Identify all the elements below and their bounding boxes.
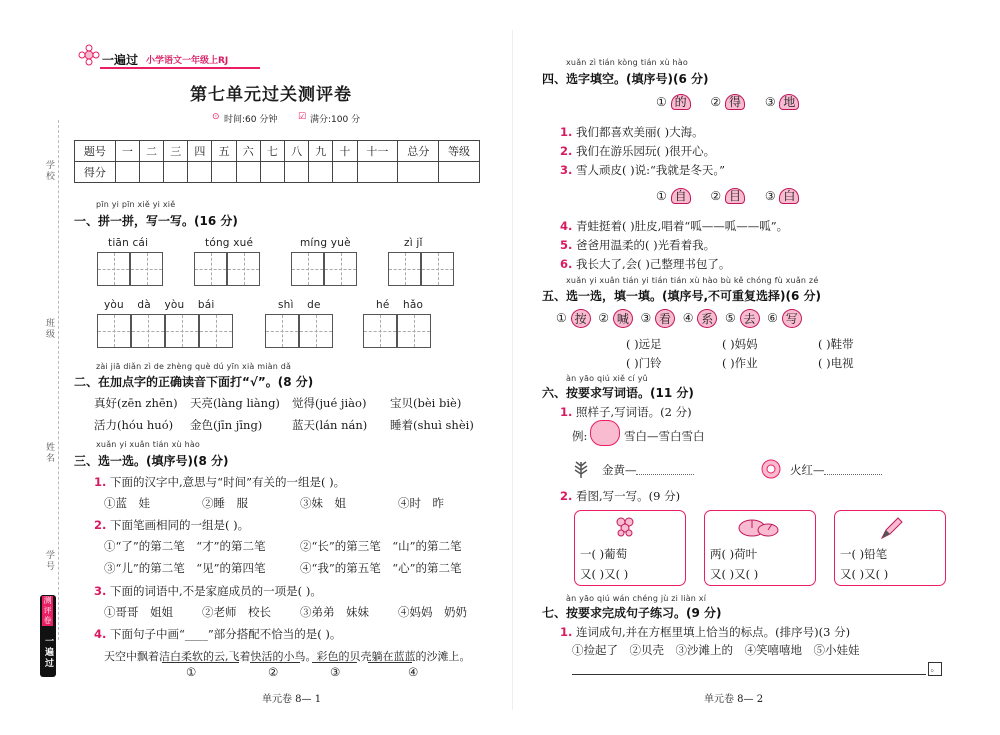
table-cell: 五 bbox=[212, 141, 236, 162]
page-divider bbox=[512, 30, 513, 710]
sidebar-tag: 测评卷 bbox=[43, 596, 52, 626]
choice-2: ② 得 bbox=[710, 95, 745, 109]
char-num: ⑥ bbox=[767, 311, 778, 325]
s3-q2-opt-1[interactable]: ①“了”的第二笔 “才”的第二笔 bbox=[104, 539, 266, 553]
s1-word-4: zì jǐ bbox=[404, 237, 423, 249]
underline-mark bbox=[250, 662, 300, 663]
score-table bbox=[74, 140, 480, 183]
p1-line-2[interactable]: 又( )又( ) bbox=[580, 567, 629, 581]
s4-title: 四、选字填空。(填序号)(6 分) bbox=[542, 72, 709, 86]
apple-icon: 系 bbox=[697, 309, 717, 328]
apple-icon: 去 bbox=[740, 309, 760, 328]
sidebar-brand: 一遍过 bbox=[43, 636, 53, 669]
header-underline bbox=[100, 67, 260, 69]
s2-item-5[interactable]: 活力(hóu huó) bbox=[94, 418, 174, 432]
s3-q1-opt-1[interactable]: ①蓝 娃 bbox=[104, 496, 150, 510]
char-num: ② bbox=[598, 311, 609, 325]
s3-q2 bbox=[94, 517, 249, 533]
s5-chars bbox=[556, 309, 802, 328]
s2-item-6[interactable]: 金色(jīn jīng) bbox=[190, 418, 263, 432]
score-cell[interactable] bbox=[357, 162, 398, 183]
s4-line-5 bbox=[560, 237, 715, 253]
p2-line-2[interactable]: 又( )又( ) bbox=[710, 567, 759, 581]
s3-q3-opt-4[interactable]: ④妈妈 奶奶 bbox=[398, 605, 467, 619]
q-number: 1. bbox=[560, 125, 573, 139]
answer-grid[interactable] bbox=[291, 252, 357, 287]
s5-fill-1[interactable]: ( )远足 bbox=[626, 337, 662, 351]
s5-fill-3[interactable]: ( )鞋带 bbox=[818, 337, 854, 351]
choice-1: ① 的 bbox=[656, 95, 691, 109]
choice-1: ① 自 bbox=[656, 189, 691, 203]
q-number: 5. bbox=[560, 238, 573, 252]
question-text: 我们都喜欢美丽( )大海。 bbox=[576, 125, 704, 139]
blank-line[interactable] bbox=[636, 474, 694, 475]
s3-q4-mark-3: ③ bbox=[330, 665, 341, 679]
s2-item-2[interactable]: 天亮(làng liàng) bbox=[190, 396, 280, 410]
question-text: 下面句子中画“____”部分搭配不恰当的是( )。 bbox=[110, 627, 342, 641]
s2-item-1[interactable]: 真好(zēn zhēn) bbox=[94, 396, 178, 410]
table-cell: 十一 bbox=[357, 141, 398, 162]
p1-line-1[interactable]: 一( )葡萄 bbox=[580, 547, 628, 561]
sidebar-name: 姓名 bbox=[44, 442, 54, 464]
exam-score: 满分:100 分 bbox=[310, 115, 361, 125]
p2-line-1[interactable]: 两( )荷叶 bbox=[710, 547, 758, 561]
q-number: 3. bbox=[94, 584, 107, 598]
sidebar-id: 学号 bbox=[44, 550, 54, 572]
table-cell: 八 bbox=[285, 141, 309, 162]
table-cell: 一 bbox=[115, 141, 139, 162]
s3-q4-mark-1: ① bbox=[186, 665, 197, 679]
choice-3: ③ 白 bbox=[765, 189, 800, 203]
table-cell: 七 bbox=[260, 141, 284, 162]
s6-q2 bbox=[560, 488, 680, 504]
s6-ex-b: 火红— bbox=[790, 463, 825, 477]
question-text: 青蛙挺着( )肚皮,唱着“呱——呱——呱”。 bbox=[576, 219, 789, 233]
choice-2: ② 目 bbox=[710, 189, 745, 203]
question-text: 我们在游乐园玩( )很开心。 bbox=[576, 144, 716, 158]
s3-q1-opt-2[interactable]: ②睡 服 bbox=[202, 496, 248, 510]
s7-title: 七、按要求完成句子练习。(9 分) bbox=[542, 606, 722, 620]
apple-icon: 写 bbox=[782, 309, 802, 328]
score-cell[interactable] bbox=[398, 162, 439, 183]
s7-words: ①捡起了 ②贝壳 ③沙滩上的 ④笑嘻嘻地 ⑤小娃娃 bbox=[572, 643, 860, 657]
s2-pinyin: zài jiā diǎn zì de zhèng què dú yīn xià miàn dǎ bbox=[96, 362, 292, 371]
s5-fill-4[interactable]: ( )门铃 bbox=[626, 356, 662, 370]
q-number: 2. bbox=[94, 518, 107, 532]
underline-mark bbox=[368, 662, 412, 663]
s1-word-3: míng yuè bbox=[300, 237, 351, 249]
apple-icon: 看 bbox=[655, 309, 675, 328]
score-cell[interactable] bbox=[285, 162, 309, 183]
choice-3: ③ 地 bbox=[765, 95, 800, 109]
header-subject: 小学语文一年级上RJ bbox=[146, 56, 229, 66]
s3-q3-opt-2[interactable]: ②老师 校长 bbox=[202, 605, 271, 619]
question-text: 爸爸用温柔的( )光看着我。 bbox=[576, 238, 716, 252]
footer-right: 单元卷 8— 2 bbox=[704, 694, 764, 705]
s3-q2-opt-4[interactable]: ④“我”的第五笔 “心”的第二笔 bbox=[300, 561, 462, 575]
s2-item-3[interactable]: 觉得(jué jiào) bbox=[292, 396, 367, 410]
s2-item-4[interactable]: 宝贝(bèi biè) bbox=[390, 396, 462, 410]
wheat-icon bbox=[570, 458, 592, 480]
question-text: 下面的汉字中,意思与“时间”有关的一组是( )。 bbox=[110, 475, 346, 489]
s3-pinyin: xuǎn yi xuǎn tián xù hào bbox=[96, 440, 201, 449]
score-cell[interactable] bbox=[164, 162, 188, 183]
cloud-icon bbox=[590, 420, 620, 446]
answer-line[interactable] bbox=[572, 674, 926, 675]
score-cell[interactable] bbox=[309, 162, 333, 183]
checkbox-icon: ☑ bbox=[298, 112, 307, 122]
s5-title: 五、选一选，填一填。(填序号,不可重复选择)(6 分) bbox=[542, 289, 822, 303]
s4-line-2 bbox=[560, 143, 715, 159]
answer-grid[interactable] bbox=[97, 314, 233, 349]
underline-mark bbox=[162, 662, 239, 663]
s3-q4-mark-4: ④ bbox=[408, 665, 419, 679]
grapes-icon bbox=[612, 514, 640, 540]
char-num: ⑤ bbox=[724, 311, 736, 325]
s3-q3-opt-1[interactable]: ①哥哥 姐姐 bbox=[104, 605, 173, 619]
s3-q3 bbox=[94, 583, 322, 599]
table-cell: 十 bbox=[333, 141, 357, 162]
q-number: 2. bbox=[560, 489, 573, 503]
s3-q2-opt-2[interactable]: ②“长”的第三笔 “山”的第二笔 bbox=[300, 539, 462, 553]
question-text: 下面笔画相同的一组是( )。 bbox=[110, 518, 250, 532]
pencil-icon bbox=[878, 514, 906, 542]
s7-pinyin: àn yāo qiú wán chéng jù zi liàn xí bbox=[566, 594, 707, 603]
s6-ex-a: 金黄— bbox=[602, 463, 637, 477]
table-cell: 题号 bbox=[75, 141, 116, 162]
answer-grid[interactable] bbox=[363, 314, 431, 349]
apple-icon: 按 bbox=[571, 309, 591, 328]
answer-grid[interactable] bbox=[265, 314, 333, 349]
question-text: 照样子,写词语。(2 分) bbox=[576, 405, 692, 419]
score-table-score-row bbox=[75, 162, 480, 183]
table-cell: 三 bbox=[164, 141, 188, 162]
question-text: 连词成句,并在方框里填上恰当的标点。(排序号)(3 分) bbox=[576, 625, 851, 639]
s3-q4-mark-2: ② bbox=[268, 665, 279, 679]
s6-q1 bbox=[560, 404, 692, 420]
score-cell[interactable] bbox=[115, 162, 139, 183]
question-text: 雪人顽皮( )说:“我就是冬天。” bbox=[576, 163, 726, 177]
flower-icon bbox=[760, 458, 782, 480]
q-number: 4. bbox=[94, 627, 107, 641]
s3-q1 bbox=[94, 474, 345, 490]
end-mark: 。 bbox=[930, 664, 940, 674]
p3-line-2[interactable]: 又( )又( ) bbox=[840, 567, 889, 581]
s5-fill-2[interactable]: ( )妈妈 bbox=[722, 337, 758, 351]
s5-fill-5[interactable]: ( )作业 bbox=[722, 356, 758, 370]
sidebar-class: 班级 bbox=[44, 318, 54, 340]
score-cell[interactable] bbox=[139, 162, 163, 183]
question-text: 看图,写一写。(9 分) bbox=[576, 489, 681, 503]
char-num: ④ bbox=[682, 311, 694, 325]
mushroom-icon: 地 bbox=[779, 94, 799, 110]
s2-title: 二、在加点字的正确读音下面打“√”。(8 分) bbox=[74, 375, 314, 389]
question-text: 下面的词语中,不是家庭成员的一项是( )。 bbox=[110, 584, 322, 598]
answer-grid[interactable] bbox=[97, 252, 163, 287]
mushroom-icon: 白 bbox=[779, 188, 799, 204]
s5-fill-6[interactable]: ( )电视 bbox=[818, 356, 854, 370]
table-cell: 等级 bbox=[439, 141, 480, 162]
question-text: 我长大了,会( )己整理书包了。 bbox=[576, 257, 731, 271]
page-title: 第七单元过关测评卷 bbox=[190, 85, 352, 105]
score-cell[interactable] bbox=[333, 162, 357, 183]
lotus-leaf-icon bbox=[736, 516, 780, 540]
s1-word-7: hé hǎo bbox=[376, 299, 424, 311]
s3-q3-opt-3[interactable]: ③弟弟 妹妹 bbox=[300, 605, 369, 619]
s5-pinyin: xuǎn yi xuǎn tián yi tián tián xù hào bù kě chóng fù xuǎn zé bbox=[566, 276, 819, 285]
score-cell[interactable] bbox=[439, 162, 480, 183]
score-table-header-row bbox=[75, 141, 480, 162]
s3-q1-opt-3[interactable]: ③妹 姐 bbox=[300, 496, 346, 510]
mushroom-icon: 得 bbox=[725, 94, 745, 110]
s4-line-1 bbox=[560, 124, 704, 140]
exam-time: 时间:60 分钟 bbox=[224, 115, 278, 125]
q-number: 4. bbox=[560, 219, 573, 233]
table-cell: 四 bbox=[188, 141, 212, 162]
char-num: ① bbox=[556, 311, 567, 325]
q-number: 1. bbox=[560, 625, 573, 639]
score-cell[interactable] bbox=[212, 162, 236, 183]
s3-title: 三、选一选。(填序号)(8 分) bbox=[74, 454, 229, 468]
table-cell: 总分 bbox=[398, 141, 439, 162]
s2-item-8[interactable]: 睡着(shuì shèi) bbox=[390, 418, 474, 432]
s6-pinyin: àn yāo qiú xiě cí yǔ bbox=[566, 374, 648, 383]
table-cell: 得分 bbox=[75, 162, 116, 183]
answer-grid[interactable] bbox=[194, 252, 260, 287]
s4-line-4 bbox=[560, 218, 788, 234]
score-cell[interactable] bbox=[260, 162, 284, 183]
s7-q1 bbox=[560, 624, 850, 640]
s4-line-6 bbox=[560, 256, 730, 272]
s2-item-7[interactable]: 蓝天(lán nán) bbox=[292, 418, 368, 432]
q-number: 1. bbox=[560, 405, 573, 419]
clock-icon: ⊙ bbox=[212, 112, 220, 122]
mushroom-icon: 目 bbox=[725, 188, 745, 204]
apple-icon: 喊 bbox=[613, 309, 633, 328]
s4-choices-2 bbox=[656, 188, 799, 204]
s3-q2-opt-3[interactable]: ③“儿”的第二笔 “见”的第四笔 bbox=[104, 561, 266, 575]
s6-title: 六、按要求写词语。(11 分) bbox=[542, 386, 694, 400]
punctuation-box[interactable] bbox=[928, 662, 942, 676]
sidebar-school: 学校 bbox=[44, 160, 54, 182]
s1-pinyin: pīn yi pīn xiě yi xiě bbox=[96, 200, 176, 209]
score-cell[interactable] bbox=[188, 162, 212, 183]
q-number: 1. bbox=[94, 475, 107, 489]
header-flower-icon bbox=[78, 44, 100, 66]
s1-word-5: yòu dà yòu bái bbox=[104, 299, 215, 311]
s6-example-label: 例: bbox=[572, 429, 588, 443]
q-number: 2. bbox=[560, 144, 573, 158]
s6-example: 雪白—雪白雪白 bbox=[624, 429, 705, 443]
s3-q4 bbox=[94, 626, 341, 642]
underline-mark bbox=[312, 662, 357, 663]
mushroom-icon: 自 bbox=[671, 188, 691, 204]
q-number: 3. bbox=[560, 163, 573, 177]
blank-line[interactable] bbox=[824, 474, 882, 475]
s4-line-3 bbox=[560, 162, 725, 178]
s4-choices-1 bbox=[656, 94, 799, 110]
footer-left: 单元卷 8— 1 bbox=[262, 694, 322, 705]
table-cell: 六 bbox=[236, 141, 260, 162]
s1-word-1: tiān cái bbox=[108, 237, 149, 249]
s1-title: 一、拼一拼，写一写。(16 分) bbox=[74, 214, 238, 228]
s4-pinyin: xuǎn zì tián kòng tián xù hào bbox=[566, 58, 688, 67]
s3-q4-sentence: 天空中飘着洁白柔软的云,飞着快活的小鸟。彩色的贝壳躺在蓝蓝的沙滩上。 bbox=[104, 650, 471, 663]
q-number: 6. bbox=[560, 257, 573, 271]
char-num: ③ bbox=[640, 311, 652, 325]
answer-grid[interactable] bbox=[388, 252, 454, 287]
header-brand: 一遍过 bbox=[102, 53, 139, 67]
table-cell: 二 bbox=[139, 141, 163, 162]
s1-word-6: shì de bbox=[278, 299, 321, 311]
s1-word-2: tóng xué bbox=[205, 237, 254, 249]
sidebar-rule bbox=[58, 120, 59, 640]
score-cell[interactable] bbox=[236, 162, 260, 183]
p3-line-1[interactable]: 一( )铅笔 bbox=[840, 547, 888, 561]
mushroom-icon: 的 bbox=[671, 94, 691, 110]
s3-q1-opt-4[interactable]: ④时 昨 bbox=[398, 496, 444, 510]
table-cell: 九 bbox=[309, 141, 333, 162]
